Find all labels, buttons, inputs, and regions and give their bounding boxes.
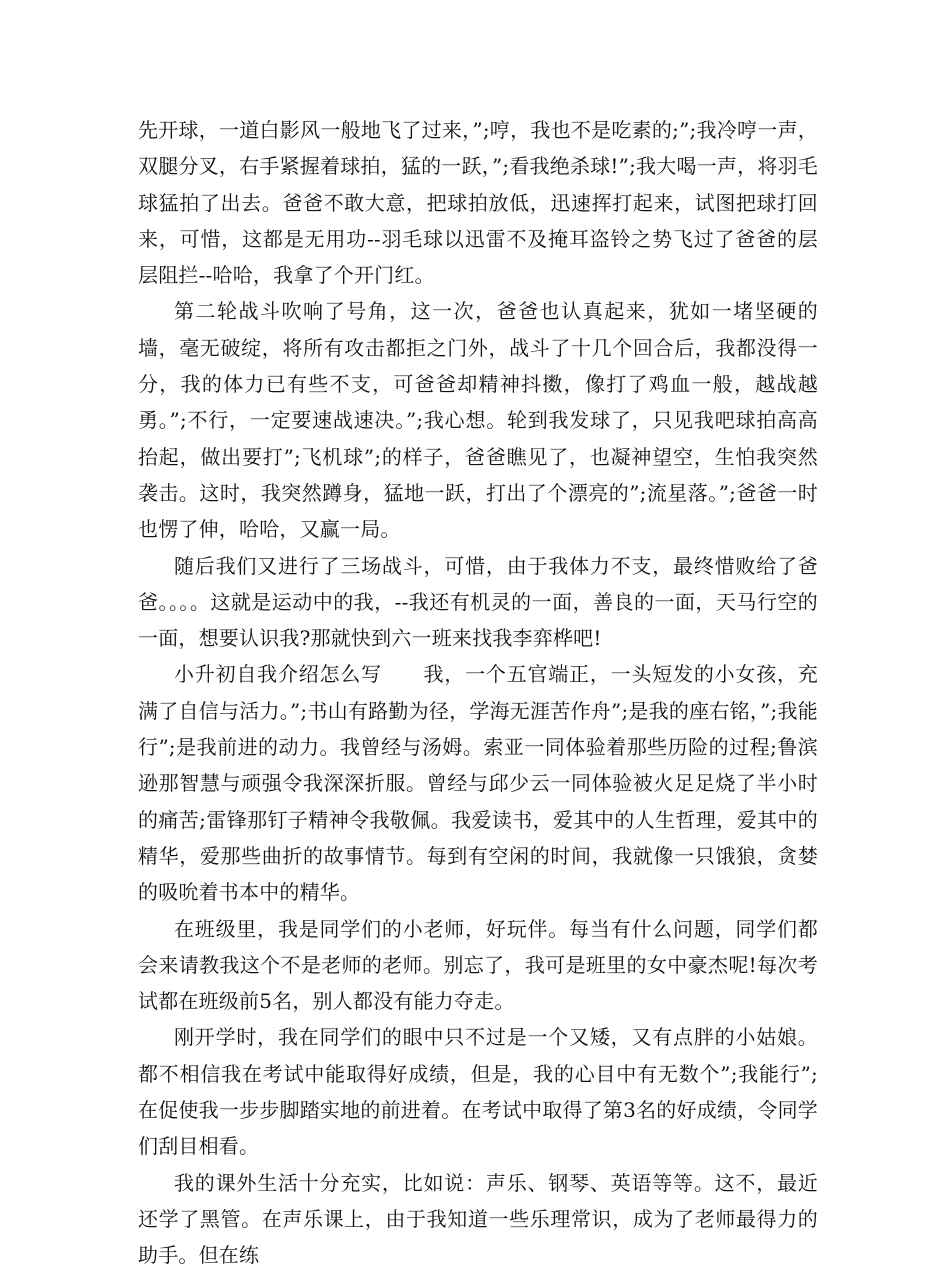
paragraph-4: 小升初自我介绍怎么写 我，一个五官端正，一头短发的小女孩，充满了自信与活力。”;书山有路勤为径，学海无涯苦作舟”;是我的座右铭，”;我能行”;是我前进的动力。我曾经与汤姆。索亚一同体验着那些历险的过程;鲁滨逊那智慧与顽强令我深深折服。曾经与邱少云一同体验被火足足烧了半小时的痛苦;雷锋那钉子精神令我敬佩。我爱读书，爱其中的人生哲理，爱其中的精华，爱那些曲折的故事情节。每到有空闲的时间，我就像一只饿狼，贪婪的吸吮着书本中的精华。: [138, 662, 818, 905]
paragraph-1: 先开球，一道白影风一般地飞了过来，”;哼，我也不是吃素的;”;我冷哼一声，双腿分叉，右手紧握着球拍，猛的一跃，”;看我绝杀球!”;我大喝一声，将羽毛球猛拍了出去。爸爸不敢大意，把球拍放低，迅速挥打起来，试图把球打回来，可惜，这都是无用功--羽毛球以迅雷不及掩耳盗铃之势飞过了爸爸的层层阻拦--哈哈，我拿了个开门红。: [138, 118, 818, 288]
paragraph-2: 第二轮战斗吹响了号角，这一次，爸爸也认真起来，犹如一堵坚硬的墙，毫无破绽，将所有攻击都拒之门外，战斗了十几个回合后，我都没得一分，我的体力已有些不支，可爸爸却精神抖擞，像打了鸡血一般，越战越勇。”;不行，一定要速战速决。”;我心想。轮到我发球了，只见我吧球拍高高抬起，做出要打”;飞机球”;的样子，爸爸瞧见了，也凝神望空，生怕我突然袭击。这时，我突然蹲身，猛地一跃，打出了个漂亮的”;流星落。”;爸爸一时也愣了伸，哈哈，又赢一局。: [138, 299, 818, 542]
paragraph-7: 我的课外生活十分充实，比如说：声乐、钢琴、英语等等。这不，最近还学了黑管。在声乐课上，由于我知道一些乐理常识，成为了老师最得力的助手。但在练: [138, 1170, 818, 1268]
paragraph-3: 随后我们又进行了三场战斗，可惜，由于我体力不支，最终惜败给了爸爸。。。。这就是运动中的我，--我还有机灵的一面，善良的一面，天马行空的一面，想要认识我?那就快到六一班来找我李弈桦吧!: [138, 553, 818, 651]
paragraph-5: 在班级里，我是同学们的小老师，好玩伴。每当有什么问题，同学们都会来请教我这个不是老师的老师。别忘了，我可是班里的女中豪杰呢!每次考试都在班级前5名，别人都没有能力夺走。: [138, 916, 818, 1014]
document-body: [138, 112, 818, 1274]
paragraph-6: 刚开学时，我在同学们的眼中只不过是一个又矮，又有点胖的小姑娘。都不相信我在考试中能取得好成绩，但是，我的心目中有无数个”;我能行”;在促使我一步步脚踏实地的前进着。在考试中取得了第3名的好成绩，令同学们刮目相看。: [138, 1025, 818, 1159]
